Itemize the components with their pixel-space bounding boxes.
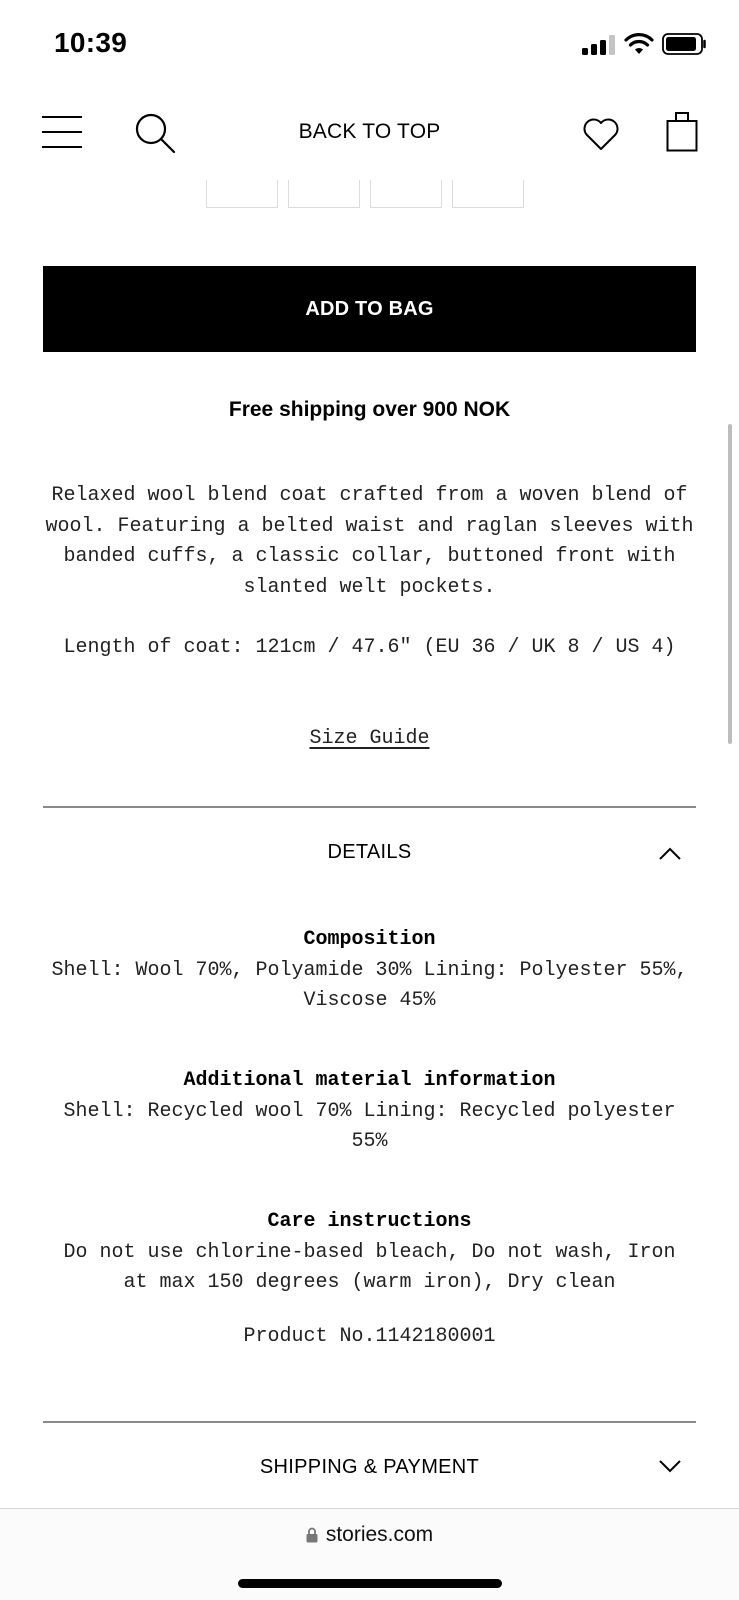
details-accordion-header[interactable]: DETAILS xyxy=(327,841,412,863)
composition-section xyxy=(50,925,689,1017)
site-header xyxy=(0,90,739,180)
back-to-top-link[interactable]: BACK TO TOP xyxy=(298,120,441,143)
care-section xyxy=(50,1207,689,1299)
browser-address-bar xyxy=(0,1508,739,1600)
size-option[interactable] xyxy=(452,180,524,208)
size-guide-link[interactable]: Size Guide xyxy=(309,727,430,750)
bag-icon[interactable] xyxy=(666,110,698,152)
additional-material-text: Shell: Recycled wool 70% Lining: Recycled polyester 55% xyxy=(63,1099,676,1153)
scrollbar[interactable] xyxy=(728,424,732,744)
size-option[interactable] xyxy=(206,180,278,208)
divider xyxy=(43,1421,696,1423)
composition-heading: Composition xyxy=(303,928,436,951)
url-field[interactable] xyxy=(0,1523,739,1547)
wifi-icon xyxy=(624,32,654,56)
url-text: stories.com xyxy=(325,1523,434,1546)
add-to-bag-button[interactable]: ADD TO BAG xyxy=(43,266,696,352)
care-heading: Care instructions xyxy=(267,1210,472,1233)
lock-icon xyxy=(306,1527,318,1543)
status-bar xyxy=(0,0,739,90)
status-time: 10:39 xyxy=(54,27,128,58)
home-indicator[interactable] xyxy=(238,1579,502,1588)
additional-material-section xyxy=(50,1066,689,1158)
chevron-up-icon[interactable] xyxy=(658,845,682,861)
size-guide xyxy=(0,724,739,755)
shipping-accordion-header[interactable]: SHIPPING & PAYMENT xyxy=(259,1456,480,1478)
coat-length: Length of coat: 121cm / 47.6" (EU 36 / UK 8 / US 4) xyxy=(63,636,676,659)
free-shipping-notice: Free shipping over 900 NOK xyxy=(228,398,511,421)
size-option[interactable] xyxy=(288,180,360,208)
size-option[interactable] xyxy=(370,180,442,208)
cellular-signal-icon xyxy=(582,35,616,55)
care-text: Do not use chlorine-based bleach, Do not wash, Iron at max 150 degrees (warm iron), Dry clean xyxy=(63,1240,676,1294)
product-description: Relaxed wool blend coat crafted from a woven blend of wool. Featuring a belted waist and raglan sleeves with banded cuffs, a classic collar, buttoned front with slanted welt pockets. xyxy=(45,484,694,599)
battery-icon xyxy=(662,33,708,55)
chevron-down-icon[interactable] xyxy=(658,1459,682,1475)
product-number: Product No.1142180001 xyxy=(243,1325,496,1348)
additional-material-heading: Additional material information xyxy=(183,1069,556,1092)
divider xyxy=(43,806,696,808)
composition-text: Shell: Wool 70%, Polyamide 30% Lining: Polyester 55%, Viscose 45% xyxy=(51,958,688,1012)
heart-icon[interactable] xyxy=(582,116,620,152)
